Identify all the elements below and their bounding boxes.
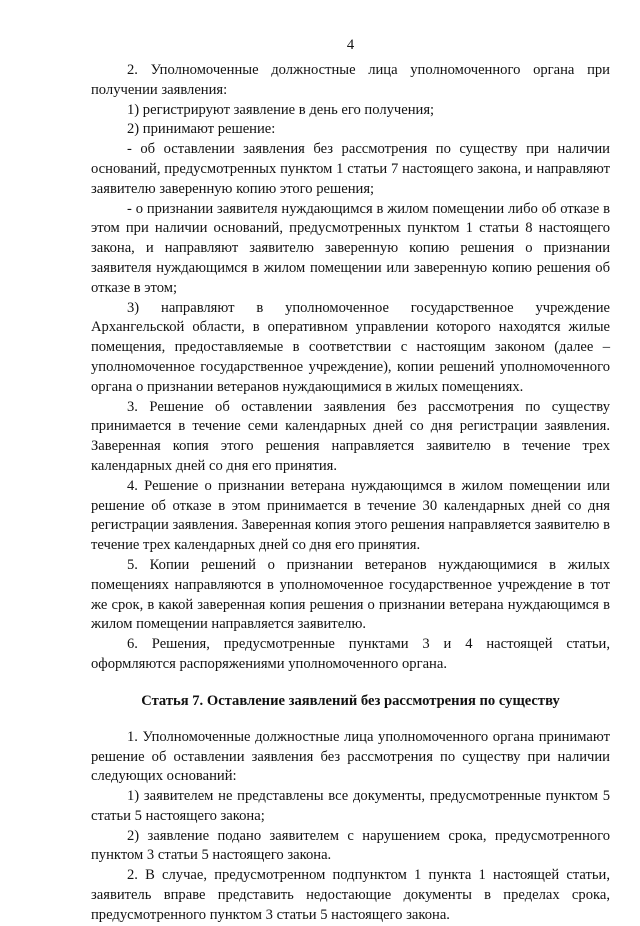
paragraph-2-officials-upon-receipt: 2. Уполномоченные должностные лица уполномоченного органа при получении заявления: bbox=[91, 62, 610, 98]
paragraph-3-leave-without-review-term: 3. Решение об оставлении заявления без рассмотрения по существу принимается в течение семи календарных дней со дня регистрации заявления. Заверенная копия этого решения направляется заявителю в течение трех календарных дней со дня его принятия. bbox=[91, 398, 610, 474]
article-7-heading: Статья 7. Оставление заявлений без рассмотрения по существу bbox=[141, 692, 560, 709]
article-7-paragraph-2: 2. В случае, предусмотренном подпунктом 1 пункта 1 настоящей статьи, заявитель вправе представить недостающие документы в пределах срока, предусмотренного пунктом 3 статьи 5 настоящего закона. bbox=[91, 867, 610, 923]
article-7-subitem-2: 2) заявление подано заявителем с нарушением срока, предусмотренного пунктом 3 статьи 5 настоящего закона. bbox=[91, 827, 610, 864]
page-number: 4 bbox=[346, 37, 355, 53]
paragraph-5-copies-sent-same-term: 5. Копии решений о признании ветеранов нуждающимися в жилых помещениях направляются в уполномоченное государственное учреждение в тот же срок, в какой заверенная копия решения о признании ветерана нуждающимся в жилом помещении направляется заявителю. bbox=[91, 556, 610, 633]
paragraph-4-recognition-decision-term: 4. Решение о признании ветерана нуждающимся в жилом помещении или решение об отказе в этом принимается в течение 30 календарных дней со дня регистрации заявления. Заверенная копия этого решения направляется заявителю в течение трех календарных дней со дня его принятия. bbox=[91, 477, 610, 554]
paragraph-register-application: 1) регистрируют заявление в день его получения; bbox=[127, 101, 435, 118]
article-7-paragraph-1: 1. Уполномоченные должностные лица уполномоченного органа принимают решение об оставлении заявления без рассмотрения по существу при наличии следующих оснований: bbox=[91, 728, 610, 785]
article-7-subitem-1: 1) заявителем не представлены все документы, предусмотренные пунктом 5 статьи 5 настоящего закона; bbox=[91, 788, 610, 824]
document-page bbox=[91, 36, 610, 926]
paragraph-make-decision: 2) принимают решение: bbox=[127, 121, 276, 138]
paragraph-send-copies-to-institution: 3) направляют в уполномоченное государственное учреждение Архангельской области, в оперативном управлении которого находятся жилые помещения, предоставляемые в соответствии с настоящим законом (далее – уполномоченное государственное учреждение), копии решений уполномоченного органа о признании ветеранов нуждающимися в жилых помещениях. bbox=[91, 299, 610, 395]
paragraph-6-decisions-formalized: 6. Решения, предусмотренные пунктами 3 и 4 настоящей статьи, оформляются распоряжениями уполномоченного органа. bbox=[91, 636, 610, 672]
paragraph-decision-leave-without-review: - об оставлении заявления без рассмотрения по существу при наличии оснований, предусмотренных пунктом 1 статьи 7 настоящего закона, и направляют заявителю заверенную копию этого решения; bbox=[91, 141, 610, 197]
paragraph-decision-recognize-need: - о признании заявителя нуждающимся в жилом помещении либо об отказе в этом при наличии оснований, предусмотренных пунктом 1 статьи 8 настоящего закона, и направляют заявителю заверенную копию решения о признании заявителя нуждающимся в жилом помещении или заверенную копию решения об отказе в этом; bbox=[91, 200, 610, 296]
